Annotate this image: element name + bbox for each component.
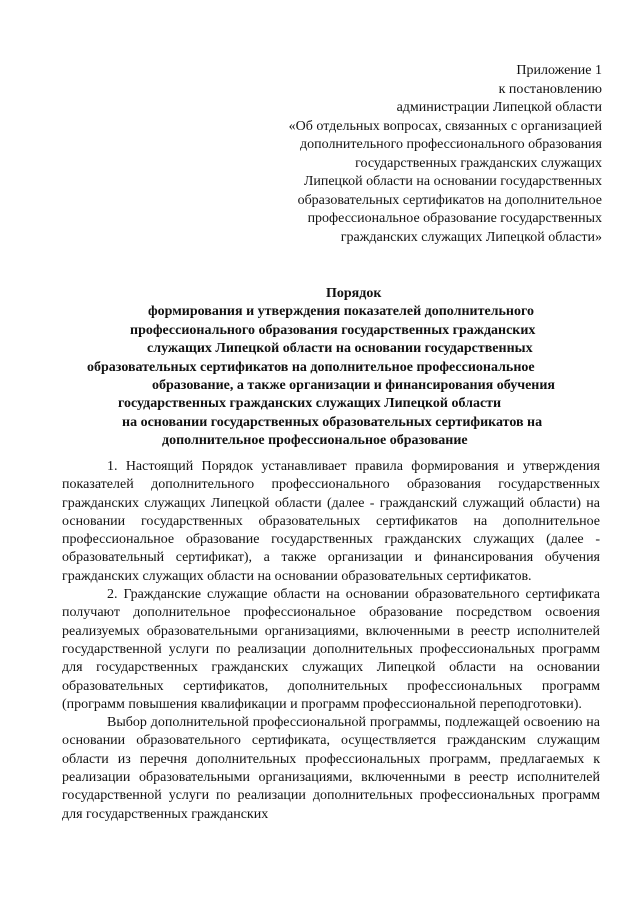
title-line: на основании государственных образовательных сертификатов на [122,414,543,430]
appendix-header [242,62,602,247]
title-line: профессионального образования государственных гражданских [130,322,536,338]
appendix-line: Липецкой области на основании государственных [303,174,602,189]
appendix-line: «Об отдельных вопросах, связанных с организацией [288,118,602,134]
body-paragraph: 2. Гражданские служащие области на основании образовательного сертификата получают дополнительное профессиональное образование посредством освоения реализуемых образовательными организациями, включенными в реестр исполнителей государственной услуги по реализации дополнительных профессиональных программ для государственных гражданских служащих Липецкой области на основании образовательных сертификатов, дополнительных профессиональных программ (программ повышения квалификации и программ профессиональной переподготовки). [62,587,600,712]
appendix-line: государственных гражданских служащих [355,155,602,171]
title-line: служащих Липецкой области на основании государственных [147,341,533,357]
title-line: государственных гражданских служащих Липецкой области [118,396,502,412]
title-line: образование, а также организации и финансирования обучения [152,378,556,394]
appendix-line: администрации Липецкой области [396,100,602,115]
title-line: формирования и утверждения показателей дополнительного [148,304,535,320]
appendix-line: гражданских служащих Липецкой области» [340,229,602,245]
appendix-line: дополнительного профессионального образования [300,137,602,152]
appendix-line: Приложение 1 [516,63,602,78]
body-paragraph: Выбор дополнительной профессиональной программы, подлежащей освоению на основании образовательного сертификата, осуществляется гражданским служащим области из перечня дополнительных профессиональных программ, предлагаемых к реализации образовательными организациями, включенными в реестр исполнителей государственной услуги по реализации дополнительных профессиональных программ для государственных гражданских [62,715,600,822]
document-title [60,285,600,451]
appendix-line: профессиональное образование государственных [307,211,602,226]
body-paragraph: 1. Настоящий Порядок устанавливает правила формирования и утверждения показателей дополнительного профессионального образования государственных гражданских служащих Липецкой области (далее - гражданский служащий области) на основании государственных образовательных сертификатов на дополнительное профессиональное образование государственных гражданских служащих (далее - образовательный сертификат), а также организации и финансирования обучения гражданских служащих области на основании образовательных сертификатов. [62,459,600,584]
document-body [62,458,600,824]
title-line: дополнительное профессиональное образование [162,433,468,449]
title-line: образовательных сертификатов на дополнительное профессиональное [87,359,535,375]
title-line: Порядок [326,286,382,301]
appendix-line: образовательных сертификатов на дополнительное [297,192,602,208]
appendix-line: к постановлению [498,81,602,97]
